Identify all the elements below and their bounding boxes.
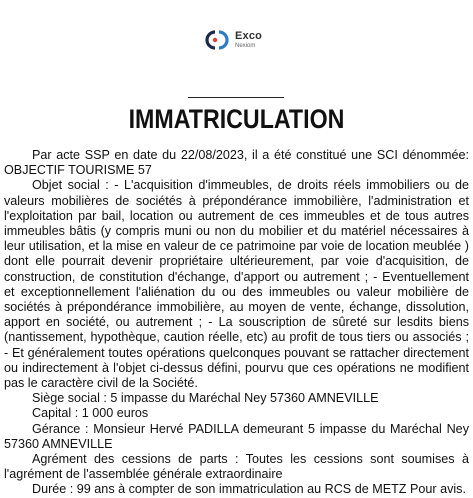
siege-social-paragraph: Siège social : 5 impasse du Maréchal Ney 57360 AMNEVILLE [32, 391, 379, 406]
notice-body [4, 148, 469, 498]
company-logo [205, 30, 262, 50]
objet-social-paragraph: Objet social : - L'acquisition d'immeubles, de droits réels immobiliers ou de valeurs mobilières de sociétés à prépondérance immobilière, l'administration et l'exploitation par bail, location ou autrement de ces immeubles et de tous autres immeubles bâtis (y compris muni ou non du mobilier et du matériel nécessaires à leur utilisation, et la mise en valeur de ce patrimoine par voie de location meublée ) dont elle pourrait devenir propriétaire ultérieurement, par voie d'acquisition, de construction, de constitution d'échange, d'apport ou autrement ; - Eventuellement et exceptionnellement l'aliénation du ou des immeubles ou valeur mobilière de sociétés à prépondérance immobilière, au moyen de vente, échange, dissolution, apport en société, ou autrement ; - La souscription de sûreté sur lesdits biens (nantissement, hypothèque, caution réelle, etc) au profit de tous tiers ou associés ; - Et généralement toutes opérations quelconques pouvant se rattacher directement ou indirectement à l'objet ci-dessus défini, pourvu que ces opérations ne modifient pas le caractère civil de la Société. [4, 178, 469, 391]
capital-paragraph: Capital : 1 000 euros [32, 406, 149, 421]
exco-logo-icon [205, 30, 231, 50]
logo-subtitle: Nexiom [235, 43, 256, 49]
duree-paragraph: Durée : 99 ans à compter de son immatriculation au RCS de METZ Pour avis. [32, 482, 466, 497]
intro-paragraph: Par acte SSP en date du 22/08/2023, il a été constitué une SCI dénommée: OBJECTIF TOURISME 57 [4, 148, 469, 178]
agrement-paragraph: Agrément des cessions de parts : Toutes les cessions sont soumises à l'agrément de l'assemblée générale extraordinaire [4, 452, 469, 482]
page-title: IMMATRICULATION [128, 104, 345, 134]
logo-name: Exco [235, 30, 263, 42]
title-divider [188, 97, 284, 98]
gerance-paragraph: Gérance : Monsieur Hervé PADILLA demeurant 5 impasse du Maréchal Ney 57360 AMNEVILLE [4, 421, 469, 451]
